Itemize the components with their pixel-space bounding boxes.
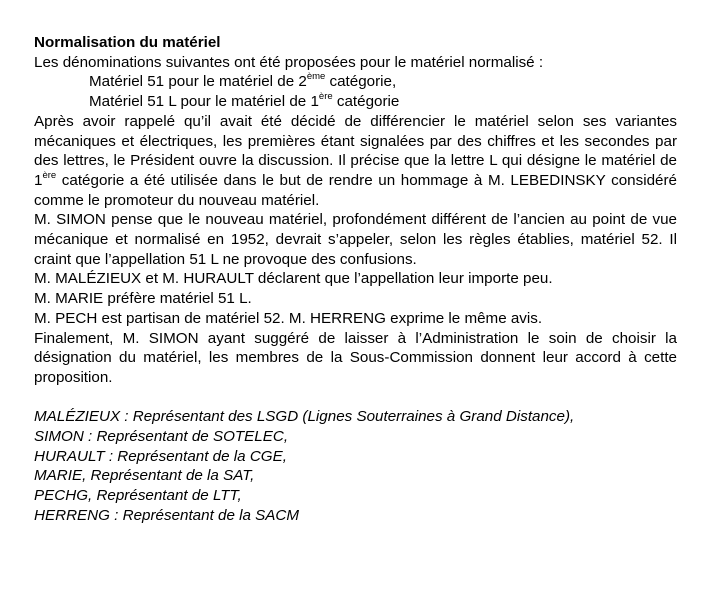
conclusion-paragraph: Finalement, M. SIMON ayant suggéré de laisser à l’Administration le soin de choisir la désignation du matériel, les membres de la Sous-Commission donnent leur accord à cette proposition. [34, 329, 677, 386]
designation-item-51l-text: Matériel 51 L pour le matériel de 1 [89, 93, 319, 111]
discussion-paragraph-cont: matériel de 1 [34, 152, 677, 189]
representative-item: SIMON : Représentant de SOTELEC, [34, 428, 289, 446]
designation-item-51-text: Matériel 51 pour le matériel de 2 [89, 73, 307, 91]
representatives-list [34, 407, 677, 525]
spacer [34, 388, 677, 408]
designation-item-51l [34, 92, 677, 112]
representative-item: HERRENG : Représentant de la SACM [34, 506, 300, 524]
designation-item-51 [34, 72, 677, 92]
representative-item: MALÉZIEUX : Représentant des LSGD (Lignes Souterraines à Grand Distance), [34, 408, 575, 426]
representative-item: MARIE, Représentant de la SAT, [34, 467, 255, 485]
discussion-paragraph-text: Après avoir rappelé qu’il avait été décidé de différencier le matériel selon ses variantes mécaniques et électriques, les premières étant signalées par des chiffres et les secondes par des lettres, le Président ouvre la discussion. Il précise que la lettre L qui désigne le [34, 112, 677, 170]
marie-line: M. MARIE préfère matériel 51 L. [34, 290, 252, 308]
discussion-paragraph-end: catégorie a été utilisée dans le but de rendre un hommage à M. LEBEDINSKY considéré comme le promoteur du nouveau matériel. [34, 171, 677, 209]
designation-item-51l-suffix: catégorie [332, 93, 400, 111]
discussion-paragraph-sup: ère [42, 169, 57, 181]
designation-item-51-sup: ème [306, 71, 326, 83]
designation-item-51l-sup: ère [318, 91, 333, 103]
designation-item-51-suffix: catégorie, [325, 73, 397, 91]
representative-item: PECHG, Représentant de LTT, [34, 487, 242, 505]
discussion-paragraph [34, 112, 677, 211]
malezieux-hurault-line: M. MALÉZIEUX et M. HURAULT déclarent que l’appellation leur importe peu. [34, 270, 553, 288]
simon-paragraph: M. SIMON pense que le nouveau matériel, profondément différent de l’ancien au point de vue mécanique et normalisé en 1952, devrait s’appeler, selon les règles établies, matériel 52. Il craint que l’appellation 51 L ne provoque des confusions. [34, 211, 677, 268]
document-body [34, 33, 677, 526]
section-title: Normalisation du matériel [34, 34, 221, 51]
representative-item: HURAULT : Représentant de la CGE, [34, 447, 287, 465]
pech-herreng-line: M. PECH est partisan de matériel 52. M. HERRENG exprime le même avis. [34, 309, 543, 327]
intro-line: Les dénominations suivantes ont été proposées pour le matériel normalisé : [34, 53, 544, 71]
